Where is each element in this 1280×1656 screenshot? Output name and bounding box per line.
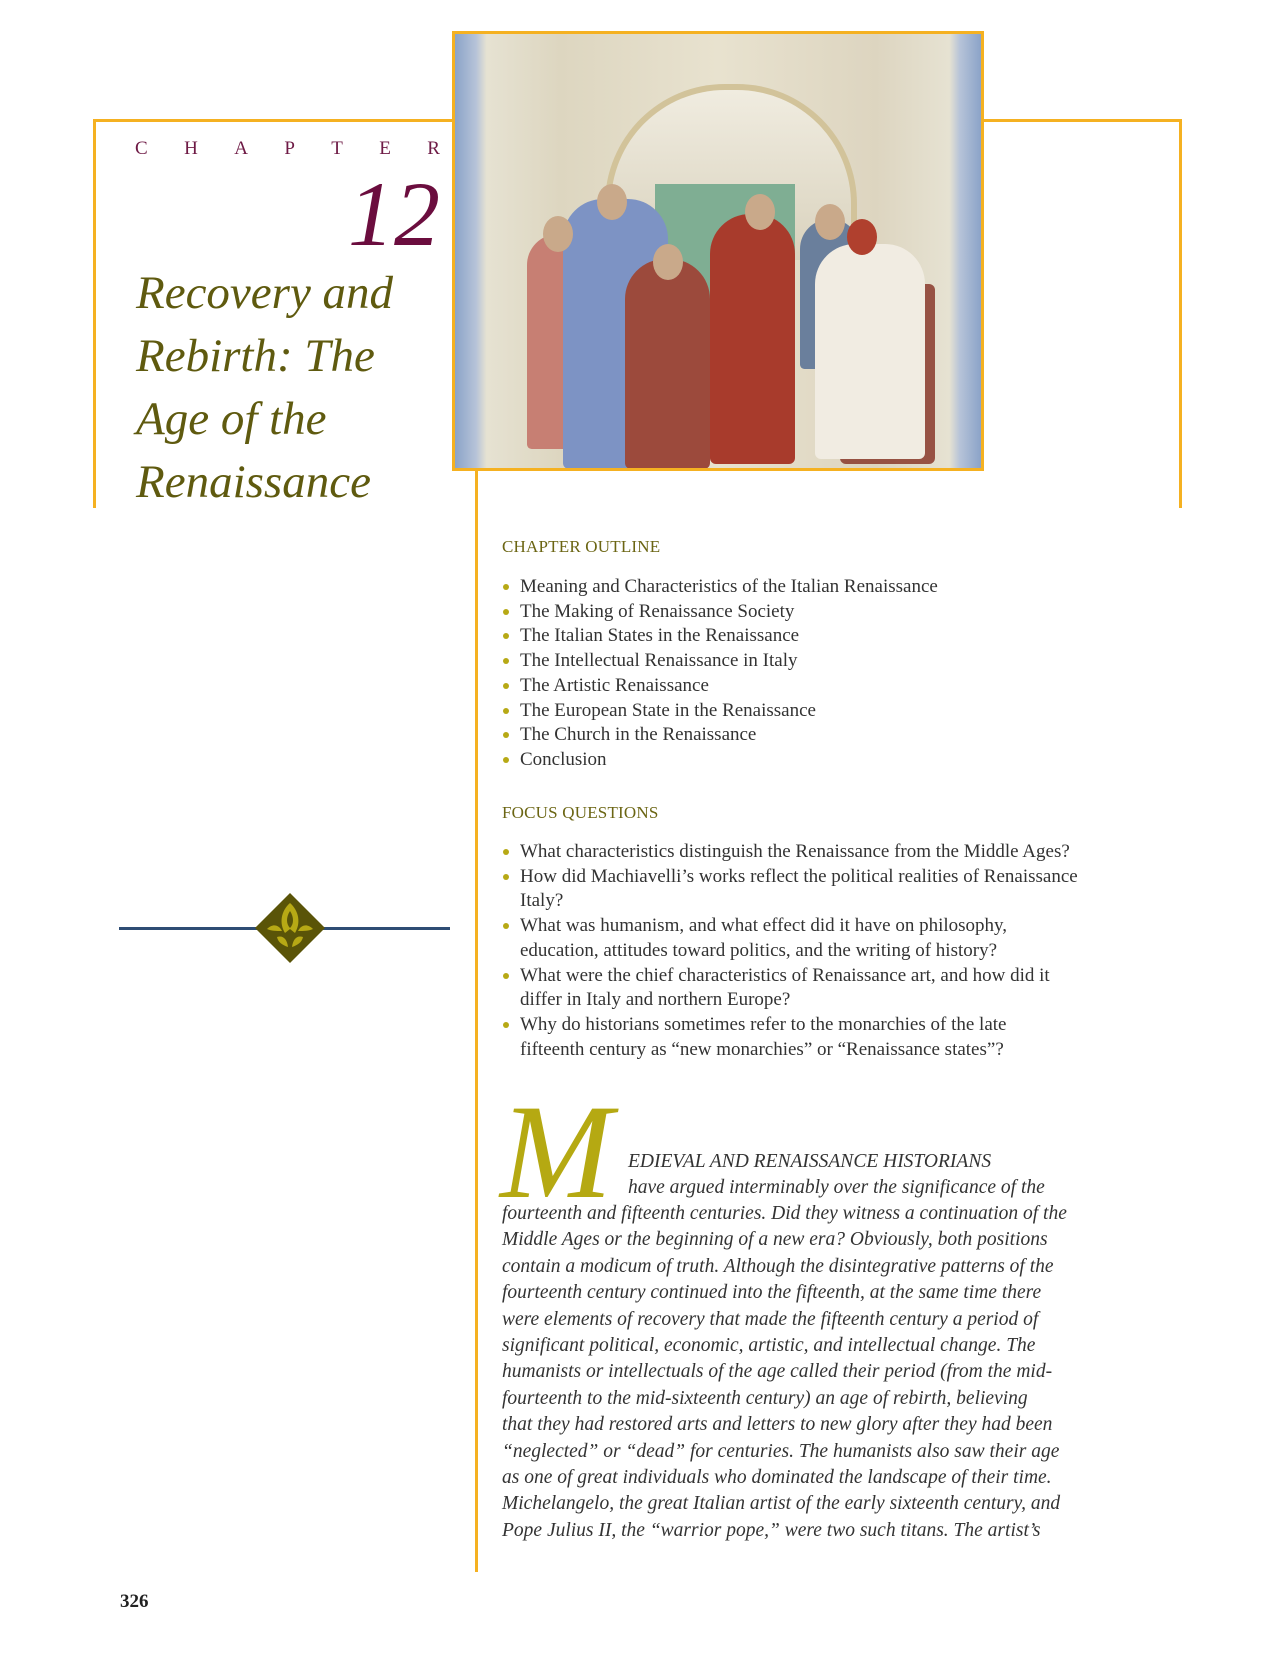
chapter-title-line: Recovery and (136, 267, 394, 319)
body-line: as one of great individuals who dominated the landscape of their time. (502, 1467, 1052, 1489)
fresco-head (653, 244, 683, 280)
body-line: were elements of recovery that made the fifteenth century a period of (502, 1308, 1039, 1330)
focus-question: How did Machiavelli’s works reflect the political realities of Renaissance Italy? (502, 865, 1078, 914)
bullet-icon (503, 973, 509, 979)
bullet-icon (503, 874, 509, 880)
chapter-title (136, 262, 456, 514)
focus-questions-list (502, 840, 1078, 1062)
body-line: fourteenth century continued into the fifteenth, at the same time there (502, 1282, 1042, 1304)
chapter-label-letter: A (234, 138, 248, 159)
chapter-label-letter: P (284, 138, 295, 159)
chapter-title-line: Rebirth: The (136, 330, 375, 382)
body-line: “neglected” or “dead” for centuries. The humanists also saw their age (502, 1440, 1060, 1462)
body-line: that they had restored arts and letters to new glory after they had been (502, 1414, 1053, 1436)
outline-item: The Intellectual Renaissance in Italy (502, 649, 938, 674)
bullet-icon (503, 849, 509, 855)
fresco-head (597, 184, 627, 220)
focus-question: What characteristics distinguish the Renaissance from the Middle Ages? (502, 840, 1078, 865)
intro-lead (628, 1149, 1045, 1202)
chapter-label-letter: H (184, 138, 198, 159)
focus-question: Why do historians sometimes refer to the monarchies of the late fifteenth century as “new monarchies” or “Renaissance states”? (502, 1013, 1078, 1062)
chapter-label-letter: E (379, 138, 391, 159)
fresco-figure (815, 244, 925, 459)
focus-question: What were the chief characteristics of Renaissance art, and how did it differ in Italy and northern Europe? (502, 964, 1078, 1013)
frame-top-right-rule (984, 119, 1181, 122)
body-line: fourteenth and fifteenth centuries. Did they witness a continuation of the (502, 1203, 1067, 1224)
intro-body (502, 1201, 1152, 1544)
outline-item: Meaning and Characteristics of the Italian Renaissance (502, 575, 938, 600)
fresco-head (543, 216, 573, 252)
bullet-icon (503, 732, 509, 738)
chapter-label-letter: C (135, 138, 148, 159)
fresco-figure (710, 214, 795, 464)
fresco-figure (625, 259, 710, 469)
outline-item: Conclusion (502, 748, 938, 773)
fresco-head (745, 194, 775, 230)
bullet-icon (503, 658, 509, 664)
chapter-label-letter: T (331, 138, 343, 159)
outline-item: The Church in the Renaissance (502, 723, 938, 748)
focus-question: What was humanism, and what effect did it have on philosophy, education, attitudes toward politics, and the writing of history? (502, 914, 1078, 963)
outline-item: The Italian States in the Renaissance (502, 624, 938, 649)
bullet-icon (503, 609, 509, 615)
intro-lead-line: EDIEVAL AND RENAISSANCE HISTORIANS (628, 1151, 992, 1172)
body-line: fourteenth to the mid-sixteenth century) an age of rebirth, believing (502, 1387, 1028, 1409)
body-line: Pope Julius II, the “warrior pope,” were two such titans. The artist’s (502, 1519, 1041, 1541)
chapter-title-line: Age of the (136, 393, 327, 445)
outline-item: The Making of Renaissance Society (502, 600, 938, 625)
bullet-icon (503, 1022, 509, 1028)
frame-right-rule (1179, 119, 1182, 508)
hero-fresco-image (452, 31, 984, 471)
bullet-icon (503, 757, 509, 763)
bullet-icon (503, 708, 509, 714)
chapter-label (135, 138, 440, 160)
bullet-icon (503, 683, 509, 689)
bullet-icon (503, 584, 509, 590)
column-divider-rule (475, 470, 478, 1572)
frame-top-left-rule (93, 119, 452, 122)
body-line: Michelangelo, the great Italian artist of the early sixteenth century, and (502, 1493, 1061, 1515)
body-line: significant political, economic, artistic, and intellectual change. The (502, 1335, 1036, 1357)
fresco-head (815, 204, 845, 240)
drop-cap: M (500, 1078, 613, 1227)
chapter-title-line: Renaissance (136, 456, 371, 508)
bullet-icon (503, 923, 509, 929)
page-number: 326 (120, 1591, 149, 1612)
outline-item: The European State in the Renaissance (502, 699, 938, 724)
body-line: contain a modicum of truth. Although the disintegrative patterns of the (502, 1255, 1054, 1277)
chapter-outline-list (502, 575, 938, 773)
intro-lead-line: have argued interminably over the significance of the (628, 1177, 1045, 1199)
chapter-number: 12 (348, 163, 440, 265)
body-line: humanists or intellectuals of the age called their period (from the mid- (502, 1361, 1053, 1383)
fresco-head (847, 219, 877, 255)
body-line: Middle Ages or the beginning of a new era? Obviously, both positions (502, 1229, 1048, 1251)
fleur-ornament-icon (255, 893, 325, 963)
outline-item: The Artistic Renaissance (502, 674, 938, 699)
chapter-outline-heading: CHAPTER OUTLINE (502, 537, 661, 556)
frame-left-rule (93, 119, 96, 508)
focus-questions-heading: FOCUS QUESTIONS (502, 803, 659, 822)
bullet-icon (503, 633, 509, 639)
chapter-label-letter: R (427, 138, 440, 159)
